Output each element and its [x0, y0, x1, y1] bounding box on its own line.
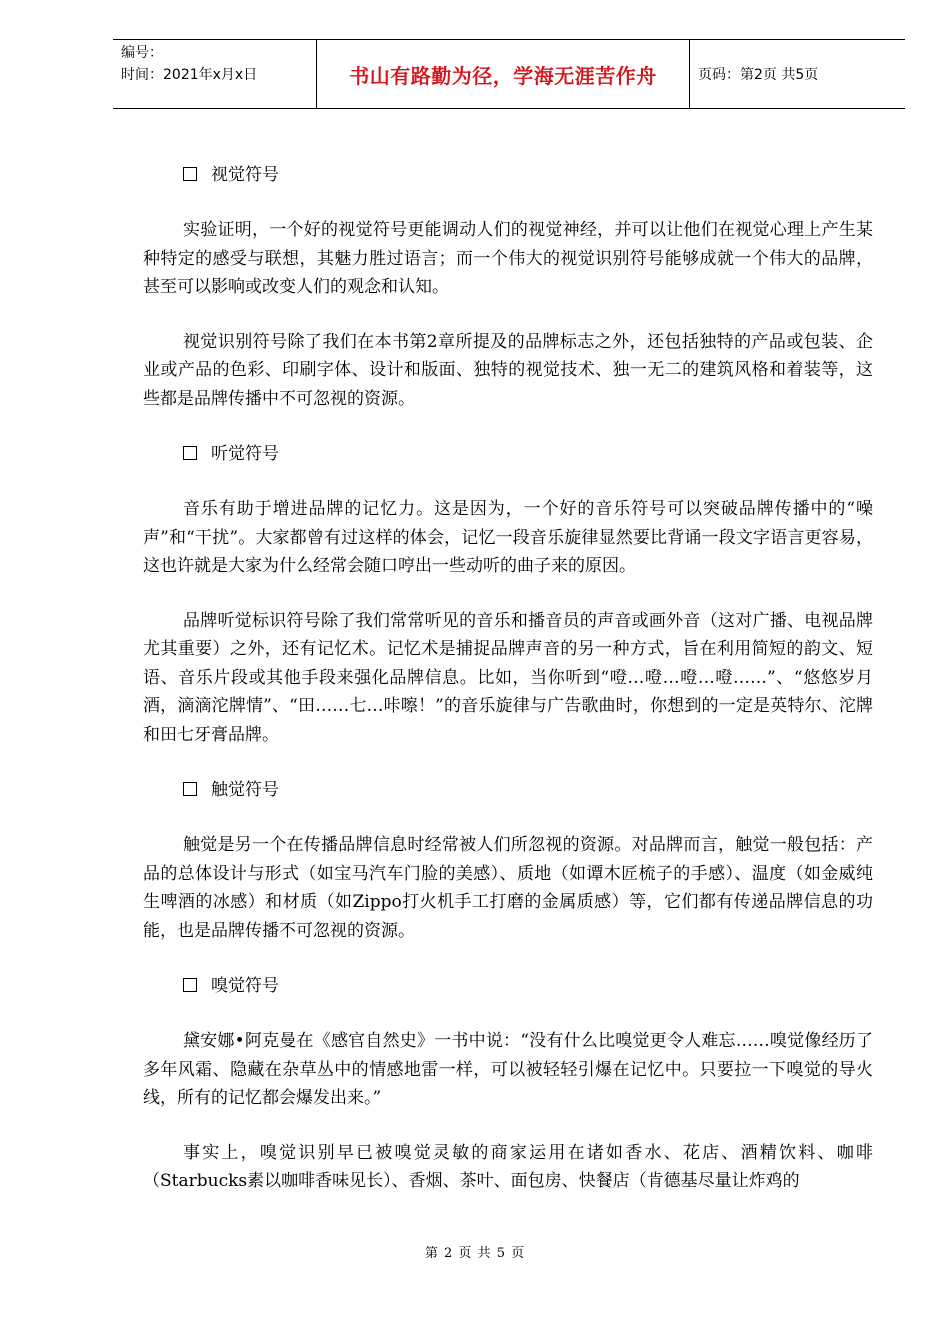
section-heading — [183, 971, 873, 1001]
section-heading — [183, 439, 873, 469]
paragraph: 品牌听觉标识符号除了我们常常听见的音乐和播音员的声音或画外音（这对广播、电视品牌尤其重要）之外，还有记忆术。记忆术是捕捉品牌声音的另一种方式，旨在利用简短的韵文、短语、音乐片段或其他手段来强化品牌信息。比如，当你听到“噔…噔…噔…噔……”、“悠悠岁月酒，滴滴沱牌情”、“田……七…咔嚓！”的音乐旋律与广告歌曲时，你想到的一定是英特尔、沱牌和田七牙膏品牌。 — [143, 610, 873, 745]
header-page-info: 页码：第2页 共5页 — [698, 67, 819, 83]
document-body — [143, 160, 873, 1222]
checkbox-square-icon — [183, 782, 197, 796]
heading-text: 触觉符号 — [211, 780, 279, 800]
page-header — [113, 39, 905, 109]
checkbox-square-icon — [183, 446, 197, 460]
header-meta — [113, 40, 316, 108]
paragraph: 音乐有助于增进品牌的记忆力。这是因为，一个好的音乐符号可以突破品牌传播中的“噪声”和“干扰”。大家都曾有过这样的体会，记忆一段音乐旋律显然要比背诵一段文字语言更容易，这也许就是大家为什么经常会随口哼出一些动听的曲子来的原因。 — [143, 499, 873, 576]
page-footer: 第 2 页 共 5 页 — [424, 1246, 526, 1261]
heading-text: 视觉符号 — [211, 165, 279, 185]
paragraph: 视觉识别符号除了我们在本书第2章所提及的品牌标志之外，还包括独特的产品或包装、企业或产品的色彩、印刷字体、设计和版面、独特的视觉技术、独一无二的建筑风格和着装等，这些都是品牌传播中不可忽视的资源。 — [143, 331, 873, 409]
header-motto: 书山有路勤为径，学海无涯苦作舟 — [316, 40, 690, 108]
time-label: 时间：2021年x月x日 — [121, 67, 258, 83]
number-label: 编号： — [121, 45, 163, 61]
section-heading — [183, 775, 873, 805]
checkbox-square-icon — [183, 167, 197, 181]
checkbox-square-icon — [183, 978, 197, 992]
heading-text: 听觉符号 — [211, 444, 279, 464]
heading-text: 嗅觉符号 — [211, 976, 279, 996]
paragraph: 触觉是另一个在传播品牌信息时经常被人们所忽视的资源。对品牌而言，触觉一般包括：产品的总体设计与形式（如宝马汽车门脸的美感）、质地（如谭木匠梳子的手感）、温度（如金威纯生啤酒的冰感）和材质（如Zippo打火机手工打磨的金属质感）等，它们都有传递品牌信息的功能，也是品牌传播不可忽视的资源。 — [143, 835, 873, 941]
paragraph: 黛安娜•阿克曼在《感官自然史》一书中说：“没有什么比嗅觉更令人难忘……嗅觉像经历了多年风霜、隐藏在杂草丛中的情感地雷一样，可以被轻轻引爆在记忆中。只要拉一下嗅觉的导火线，所有的记忆都会爆发出来。” — [143, 1031, 873, 1108]
section-heading — [183, 160, 873, 190]
paragraph: 事实上，嗅觉识别早已被嗅觉灵敏的商家运用在诸如香水、花店、酒精饮料、咖啡（Starbucks素以咖啡香味见长）、香烟、茶叶、面包房、快餐店（肯德基尽量让炸鸡的 — [143, 1142, 873, 1191]
paragraph: 实验证明，一个好的视觉符号更能调动人们的视觉神经，并可以让他们在视觉心理上产生某种特定的感受与联想，其魅力胜过语言；而一个伟大的视觉识别符号能够成就一个伟大的品牌，甚至可以影响或改变人们的观念和认知。 — [143, 220, 873, 297]
